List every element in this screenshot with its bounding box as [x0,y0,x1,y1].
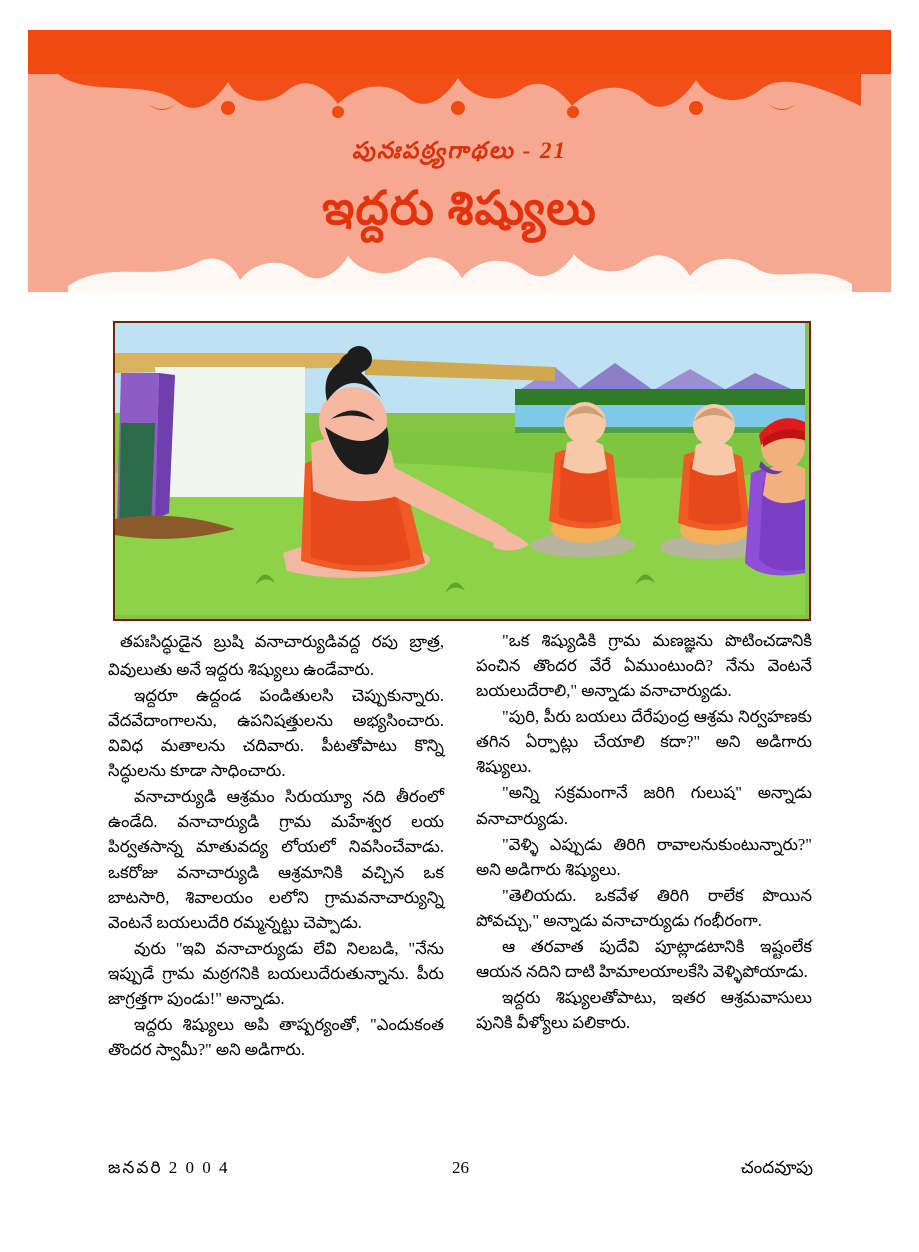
banner-bottom-ornament [28,250,891,292]
banner-top-bar [28,30,891,72]
paragraph [108,628,444,682]
right-column [476,628,812,1138]
banner-top-ornament [28,68,891,120]
series-label: పునఃపఠ్ర్యగాథలు - 21 [351,138,568,163]
drop-cap [108,631,120,652]
issue-date: జనవరి 2 0 0 4 [108,1158,230,1177]
paragraph: ఇద్దరు శిష్యులు అపి తాష్పర్యంతో, "ఎందుకంత తొందర స్వామీ?" అని అడిగారు. [108,1014,444,1060]
sage-and-disciples-illustration [113,321,811,621]
paragraph: "పురి, పీరు బయలు దేరేపుంద్ర ఆశ్రమ నిర్వహణకు తగిన ఏర్పాట్లు చేయాలి కదా?" అని అడిగారు శిష్యులు. [476,707,812,777]
page-number: 26 [451,1158,469,1177]
paragraph: ఆ తరవాత పుదేవి పూట్లాడటానికి ఇష్టంలేక ఆయన నదిని దాటి హిమాలయాలకేసి వెళ్ళిపోయాడు. [476,936,812,982]
paragraph: "వెళ్ళి ఎప్పుడు తిరిగి రావాలనుకుంటున్నారు?" అని అడిగారు శిష్యులు. [476,834,812,879]
paragraph: "తెలియదు. ఒకవేళ తిరిగి రాలేక పొయిన పోవచ్చు," అన్నాడు వనాచార్యుడు గంభీరంగా. [476,885,812,930]
magazine-name: చందవూపు [740,1158,813,1177]
paragraph: వనాచార్యుడి ఆశ్రమం సిరుయ్యూ నది తీరంలో ఉండేది. వనాచార్యుడి గ్రామ మహేశ్వర లయ పిర్వతసాన్న మాతువద్య లోయలో నివసించేవాడు. ఒకరోజు వనాచార్యుడి ఆశ్రమానికి వచ్చిన ఒక బాటసారి, శివాలయం లలోని గ్రామవనాచార్యున్ని వెంటనే బయలుదేరి రమ్మన్నట్టు చెప్పాడు. [108,787,444,932]
paragraph: "అన్ని సక్రమంగానే జరిగి గులుష" అన్నాడు వనాచార్యుడు. [476,783,812,828]
page-title: ఇద్దరు శిష్యులు [322,183,597,235]
paragraph: "ఒక శిష్యుడికి గ్రామ మణజ్ఞను పొటించడానికి పంచిన తొందర వేరే ఏముంటుంది? నేను వెంటనే బయలుదేరాలి," అన్నాడు వనాచార్యుడు. [476,631,812,701]
left-column [108,628,444,1138]
page-footer [108,1158,813,1182]
paragraph-text: తపఃసిద్ధుడైన బ్రుషి వనాచార్యుడివద్ద రపు బ్రాత్ర, వివులుతు అనే ఇద్దరు శిష్యులు ఉండేవారు. [108,632,444,679]
paragraph: వురు "ఇవి వనాచార్యుడు లేవి నిలబడి, "నేను ఇప్పుడే గ్రామ మఠ్రగనికి బయలుదేరుతున్నాను. పీరు జాగ్రత్తగా పుండు!" అన్నాడు. [108,938,444,1008]
paragraph: ఇద్దరూ ఉద్దండ పండితులసి చెప్పుకున్నారు. వేదవేదాంగాలను, ఉపనిషత్తులను అభ్యసించారు. వివిధ మతాలను చదివారు. పీటతోపాటు కొన్ని సిద్ధులను కూడా సాధించారు. [108,685,444,781]
paragraph: ఇద్దరు శిష్యులతోపాటు, ఇతర ఆశ్రమవాసులు పునికి వీళ్యోలు పలికారు. [476,988,812,1033]
page-header-banner [28,30,891,292]
article-body [108,628,813,1138]
